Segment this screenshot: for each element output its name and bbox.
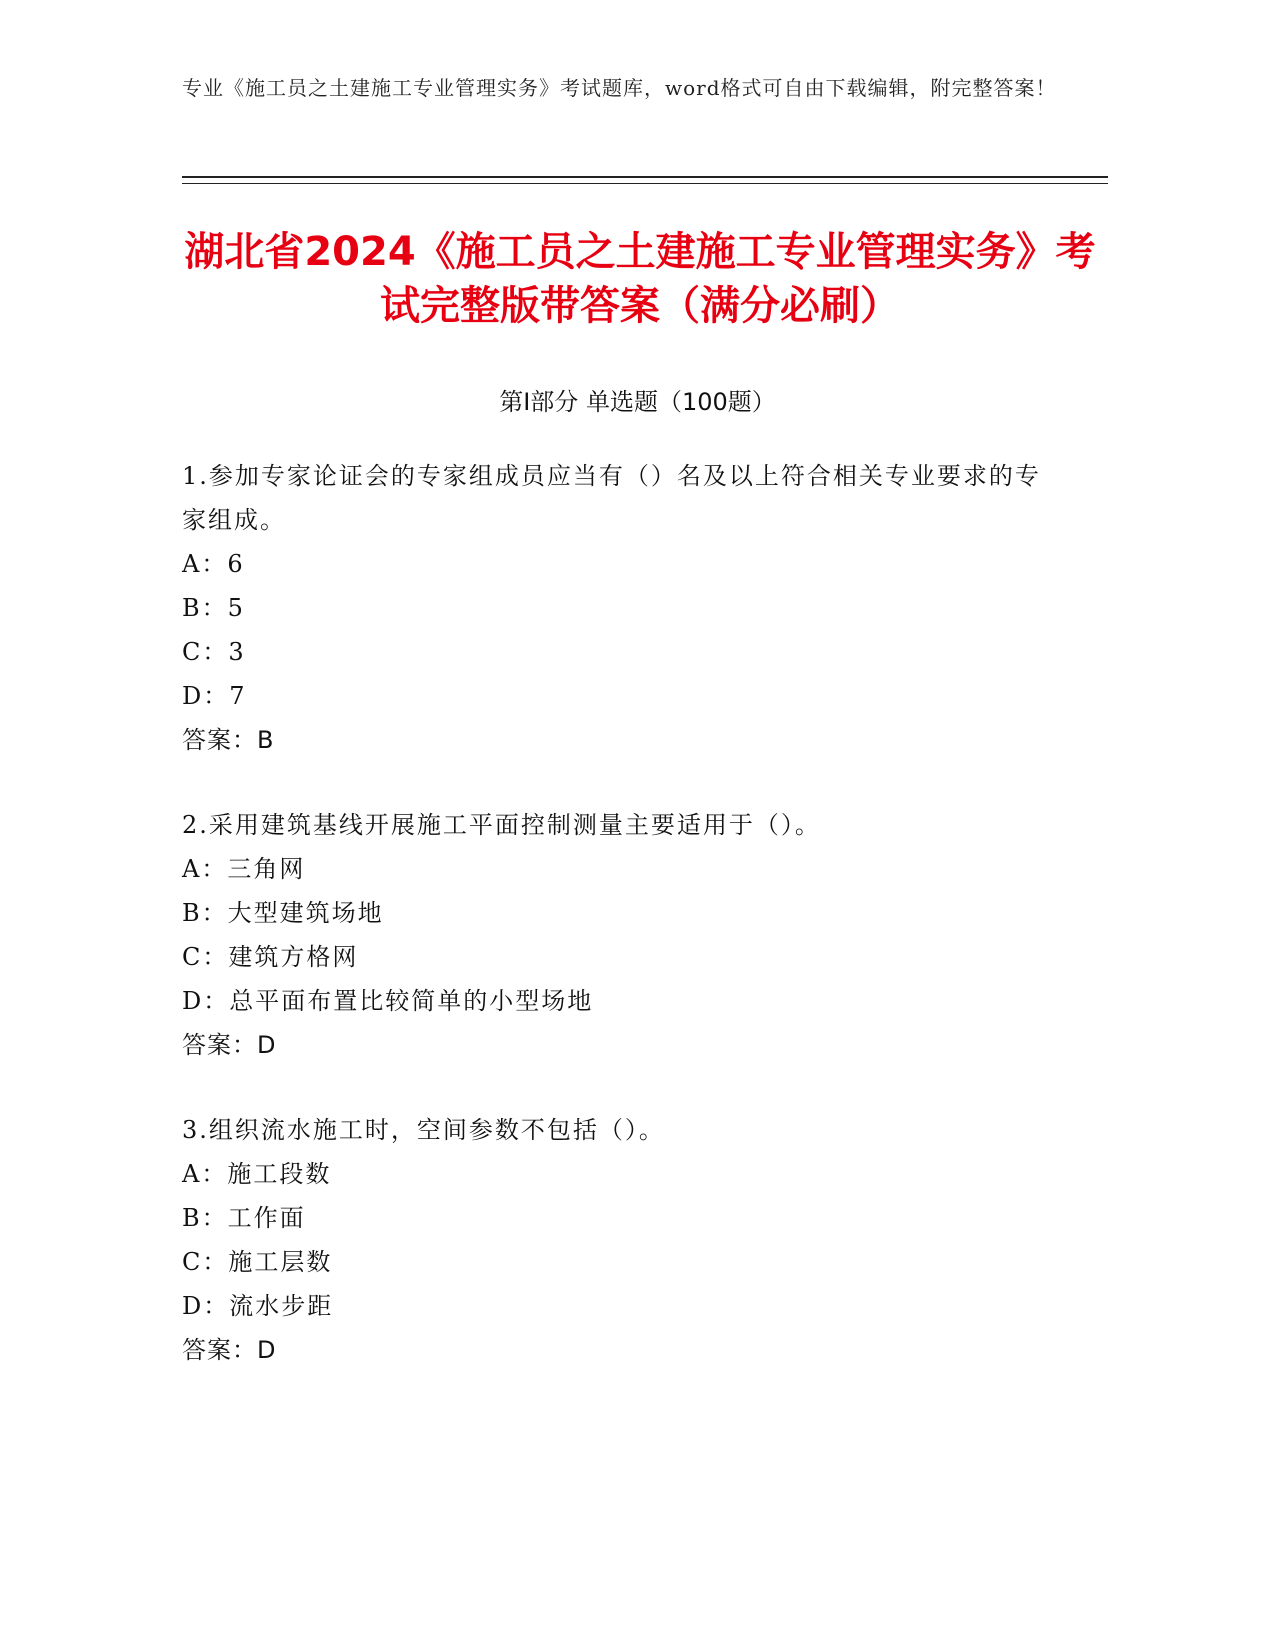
- option-c: C：3: [182, 638, 246, 666]
- header-note: 专业《施工员之土建施工专业管理实务》考试题库，word格式可自由下载编辑，附完整答案！: [182, 76, 1057, 100]
- option-d: D：总平面布置比较简单的小型场地: [182, 987, 594, 1015]
- answer-text: 答案：D: [182, 1031, 277, 1059]
- question-3: [182, 1108, 1062, 1372]
- question-1: [182, 454, 1062, 762]
- question-stem: 3.组织流水施工时，空间参数不包括（）。: [182, 1116, 665, 1144]
- option-c: C：建筑方格网: [182, 943, 359, 971]
- header-divider-thick: [182, 176, 1108, 178]
- document-title: 湖北省2024《施工员之土建施工专业管理实务》考试完整版带答案（满分必刷）: [184, 229, 1096, 329]
- section-heading: 第Ⅰ部分 单选题（100题）: [499, 388, 776, 416]
- option-a: A：6: [182, 550, 245, 578]
- option-c: C：施工层数: [182, 1248, 333, 1276]
- option-a: A：施工段数: [182, 1160, 332, 1188]
- option-a: A：三角网: [182, 855, 306, 883]
- option-b: B：大型建筑场地: [182, 899, 384, 927]
- option-b: B：工作面: [182, 1204, 306, 1232]
- header-divider-thin: [182, 183, 1108, 184]
- option-d: D：流水步距: [182, 1292, 334, 1320]
- option-d: D：7: [182, 682, 247, 710]
- option-b: B：5: [182, 594, 245, 622]
- question-stem: 1.参加专家论证会的专家组成员应当有（）名及以上符合相关专业要求的专家组成。: [182, 462, 1041, 534]
- answer-text: 答案：D: [182, 1336, 277, 1364]
- question-2: [182, 803, 1062, 1067]
- answer-text: 答案：B: [182, 726, 275, 754]
- question-stem: 2.采用建筑基线开展施工平面控制测量主要适用于（）。: [182, 811, 821, 839]
